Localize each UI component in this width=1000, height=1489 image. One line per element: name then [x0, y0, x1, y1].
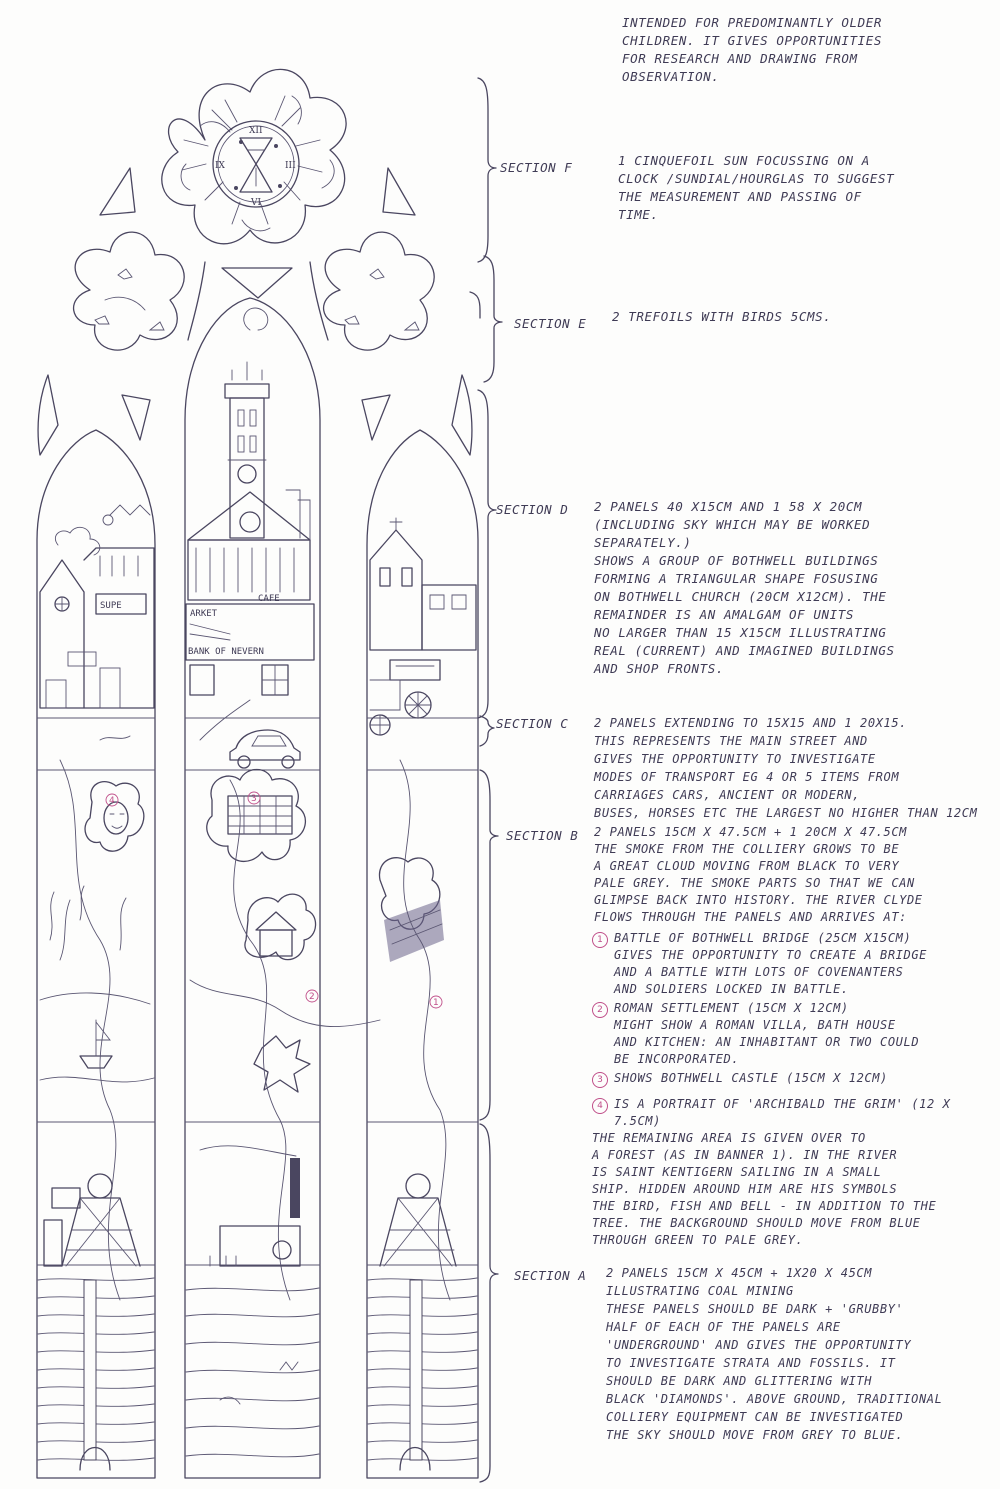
church-tower [225, 362, 269, 538]
svg-text:2: 2 [309, 992, 315, 1002]
section-b-note: 2 PANELS 15CM X 47.5CM + 1 20CM X 47.5CM THE SMOKE FROM THE COLLIERY GROWS TO BE A GREAT CLOUD MOVING FROM BLACK TO VERY PALE GREY. THE SMOKE PARTS SO THAT WE CAN GLIMPSE BACK INTO HISTORY. THE RIVER CLYDE FLOWS THROUGH THE PANELS AND ARRIVES AT: [594, 825, 923, 924]
clock-numeral-iii: III [285, 161, 296, 171]
svg-text:4: 4 [109, 796, 115, 806]
section-b-item-battle [592, 930, 992, 998]
section-b-item-castle [592, 1070, 992, 1088]
item-text: ROMAN SETTLEMENT (15CM X 12CM) MIGHT SHOW A ROMAN VILLA, BATH HOUSE AND KITCHEN: AN INHABITANT OR TWO COULD BE INCORPORATED. [614, 1001, 920, 1066]
shop-sign-market: ARKET [190, 609, 218, 619]
item-number-badge: 3 [592, 1072, 608, 1088]
history-vignettes [40, 770, 444, 1093]
item-text: SHOWS BOTHWELL CASTLE (15CM X 12CM) [614, 1071, 888, 1085]
lancet-centre [185, 298, 320, 1478]
colliery-right [380, 1174, 456, 1266]
right-buildings [370, 518, 476, 718]
tracery-triangle-left [100, 168, 135, 215]
item-text: BATTLE OF BOTHWELL BRIDGE (25CM X15CM) GIVES THE OPPORTUNITY TO CREATE A BRIDGE AND A BATTLE WITH LOTS OF COVENANTERS AND SOLDIERS LOCKED IN BATTLE. [614, 931, 927, 996]
street-transport [100, 715, 390, 768]
section-e-label: SECTION E [514, 316, 587, 331]
clock-numeral-ix: IX [215, 161, 225, 171]
section-c-note: 2 PANELS EXTENDING TO 15X15 AND 1 20X15. THIS REPRESENTS THE MAIN STREET AND GIVES THE OPPORTUNITY TO INVESTIGATE MODES OF TRANSPORT EG 4 OR 5 ITEMS FROM CARRIAGES CARS, ANCIENT OR MODERN, BUSES, HORSES ETC THE LARGEST NO HIGHER THAN 12CM [594, 716, 978, 820]
section-b-remainder-note: THE REMAINING AREA IS GIVEN OVER TO A FOREST (AS IN BANNER 1). IN THE RIVER IS SAINT KENTIGERN SAILING IN A SMALL SHIP. HIDDEN AROUND HIM ARE HIS SYMBOLS THE BIRD, FISH AND BELL - IN ADDITION TO THE TREE. THE BACKGROUND SHOULD MOVE FROM BLUE THROUGH GREEN TO PALE GREY. [592, 1131, 937, 1247]
panel-dividers [37, 718, 478, 1265]
item-text: IS A PORTRAIT OF 'ARCHIBALD THE GRIM' (12 X 7.5CM) [614, 1097, 951, 1128]
section-b-item-portrait [592, 1096, 992, 1130]
town-hall [186, 490, 314, 695]
shop-sign-supermarket: SUPE [100, 601, 122, 611]
left-buildings [40, 505, 154, 708]
section-e-note: 2 TREFOILS WITH BIRDS 5CMS. [612, 309, 832, 324]
river-lines [60, 700, 450, 1300]
clock-numeral-xii: XII [249, 126, 263, 136]
clock-numeral-vi: VI [251, 198, 262, 208]
section-d-note: 2 PANELS 40 X15CM AND 1 58 X 20CM (INCLUDING SKY WHICH MAY BE WORKED SEPARATELY.) SHOWS A GROUP OF BOTHWELL BUILDINGS FORMING A TRIANGULAR SHAPE FOSUSING ON BOTHWELL CHURCH (20CM X12CM). THE REMAINDER IS AN AMALGAM OF UNITS NO LARGER THAN 15 X15CM ILLUSTRATING REAL (CURRENT) AND IMAGINED BUILDINGS AND SHOP FRONTS. [594, 499, 895, 676]
cinquefoil-clock [162, 69, 346, 243]
tracery-triangle-right [383, 168, 415, 215]
item-number-badge: 4 [592, 1098, 608, 1114]
item-number-badge: 2 [592, 1002, 608, 1018]
shop-sign-bank: BANK OF NEVERN [188, 647, 264, 657]
intro-note: INTENDED FOR PREDOMINANTLY OLDER CHILDREN. IT GIVES OPPORTUNITIES FOR RESEARCH AND DRAWING FROM OBSERVATION. [622, 15, 883, 84]
section-f-note: 1 CINQUEFOIL SUN FOCUSSING ON A CLOCK /SUNDIAL/HOURGLAS TO SUGGEST THE MEASUREMENT AND PASSING OF TIME. [618, 153, 895, 222]
section-brackets [470, 78, 502, 1482]
section-b-item-roman [592, 1000, 992, 1068]
section-a-label: SECTION A [514, 1268, 587, 1283]
shop-sign-cafe: CAFE [258, 594, 280, 604]
section-f-label: SECTION F [500, 160, 573, 175]
svg-text:3: 3 [251, 794, 257, 804]
colliery-left [44, 1174, 140, 1266]
trefoil-right [324, 232, 435, 350]
underground-strata [38, 1278, 477, 1470]
section-c-label: SECTION C [496, 716, 569, 731]
section-b-items [592, 930, 992, 1249]
item-number-badge: 1 [592, 932, 608, 948]
svg-text:1: 1 [433, 998, 439, 1008]
section-b-label: SECTION B [506, 828, 579, 843]
section-a-note: 2 PANELS 15CM X 45CM + 1X20 X 45CM ILLUSTRATING COAL MINING THESE PANELS SHOULD BE DARK + 'GRUBBY' HALF OF EACH OF THE PANELS ARE 'UNDERGROUND' AND GIVES THE OPPORTUNITY TO INVESTIGATE STRATA AND FOSSILS. IT SHOULD BE DARK AND GLITTERING WITH BLACK 'DIAMONDS'. ABOVE GROUND, TRADITIONAL COLLIERY EQUIPMENT CAN BE INVESTIGATED THE SKY SHOULD MOVE FROM GREY TO BLUE. [606, 1266, 943, 1442]
trefoil-left [74, 232, 185, 350]
section-d-label: SECTION D [496, 502, 569, 517]
